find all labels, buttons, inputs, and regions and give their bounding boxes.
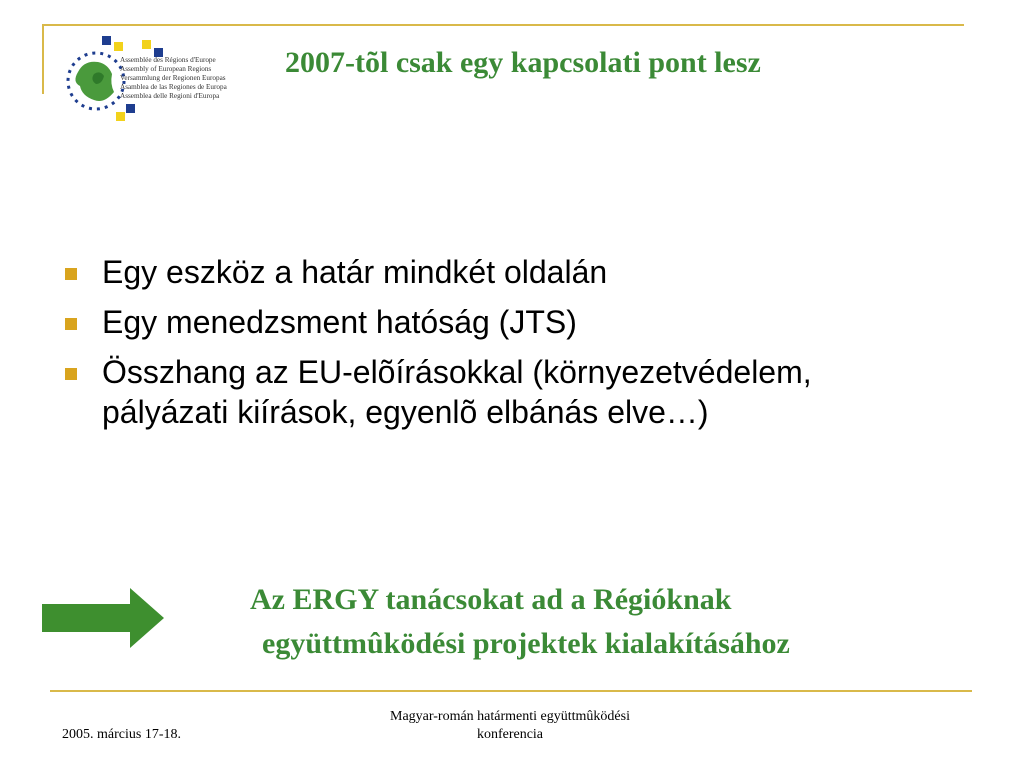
callout-text — [240, 578, 980, 666]
footer-date: 2005. március 17-18. — [62, 727, 181, 742]
footer-event-line: Magyar-román határmenti együttmûködési — [390, 709, 630, 724]
bullet-text: Összhang az EU-elõírásokkal (környezetvédelem, pályázati kiírások, egyenlõ elbánás elve…) — [102, 354, 812, 430]
logo-text — [120, 56, 227, 101]
logo-line: Assembly of European Regions — [120, 65, 212, 73]
header-side-rule — [42, 24, 44, 94]
square-bullet-icon — [65, 318, 77, 330]
footer-event-line: konferencia — [476, 727, 544, 742]
bullet-text: Egy menedzsment hatóság (JTS) — [102, 304, 577, 340]
callout-line-1: Az ERGY tanácsokat ad a Régióknak — [250, 583, 732, 616]
footer-rule — [50, 690, 972, 692]
footer-event — [340, 708, 680, 744]
slide-title: 2007-tõl csak egy kapcsolati pont lesz — [285, 46, 761, 79]
square-bullet-icon — [65, 368, 77, 380]
logo-line: Assemblée des Régions d'Europe — [120, 56, 216, 64]
bullet-list — [60, 252, 940, 442]
logo-line: Asamblea de las Regiones de Europa — [120, 83, 227, 91]
square-bullet-icon — [65, 268, 77, 280]
logo-line: Versammlung der Regionen Europas — [120, 74, 226, 82]
right-arrow-icon — [42, 588, 164, 648]
bullet-item — [60, 352, 940, 432]
header-rule — [42, 24, 964, 26]
bullet-item — [60, 252, 940, 292]
callout-line-2: együttmûködési projektek kialakításához — [262, 627, 790, 660]
bullet-text: Egy eszköz a határ mindkét oldalán — [102, 254, 608, 290]
logo-line: Assemblea delle Regioni d'Europa — [120, 92, 220, 100]
bullet-item — [60, 302, 940, 342]
